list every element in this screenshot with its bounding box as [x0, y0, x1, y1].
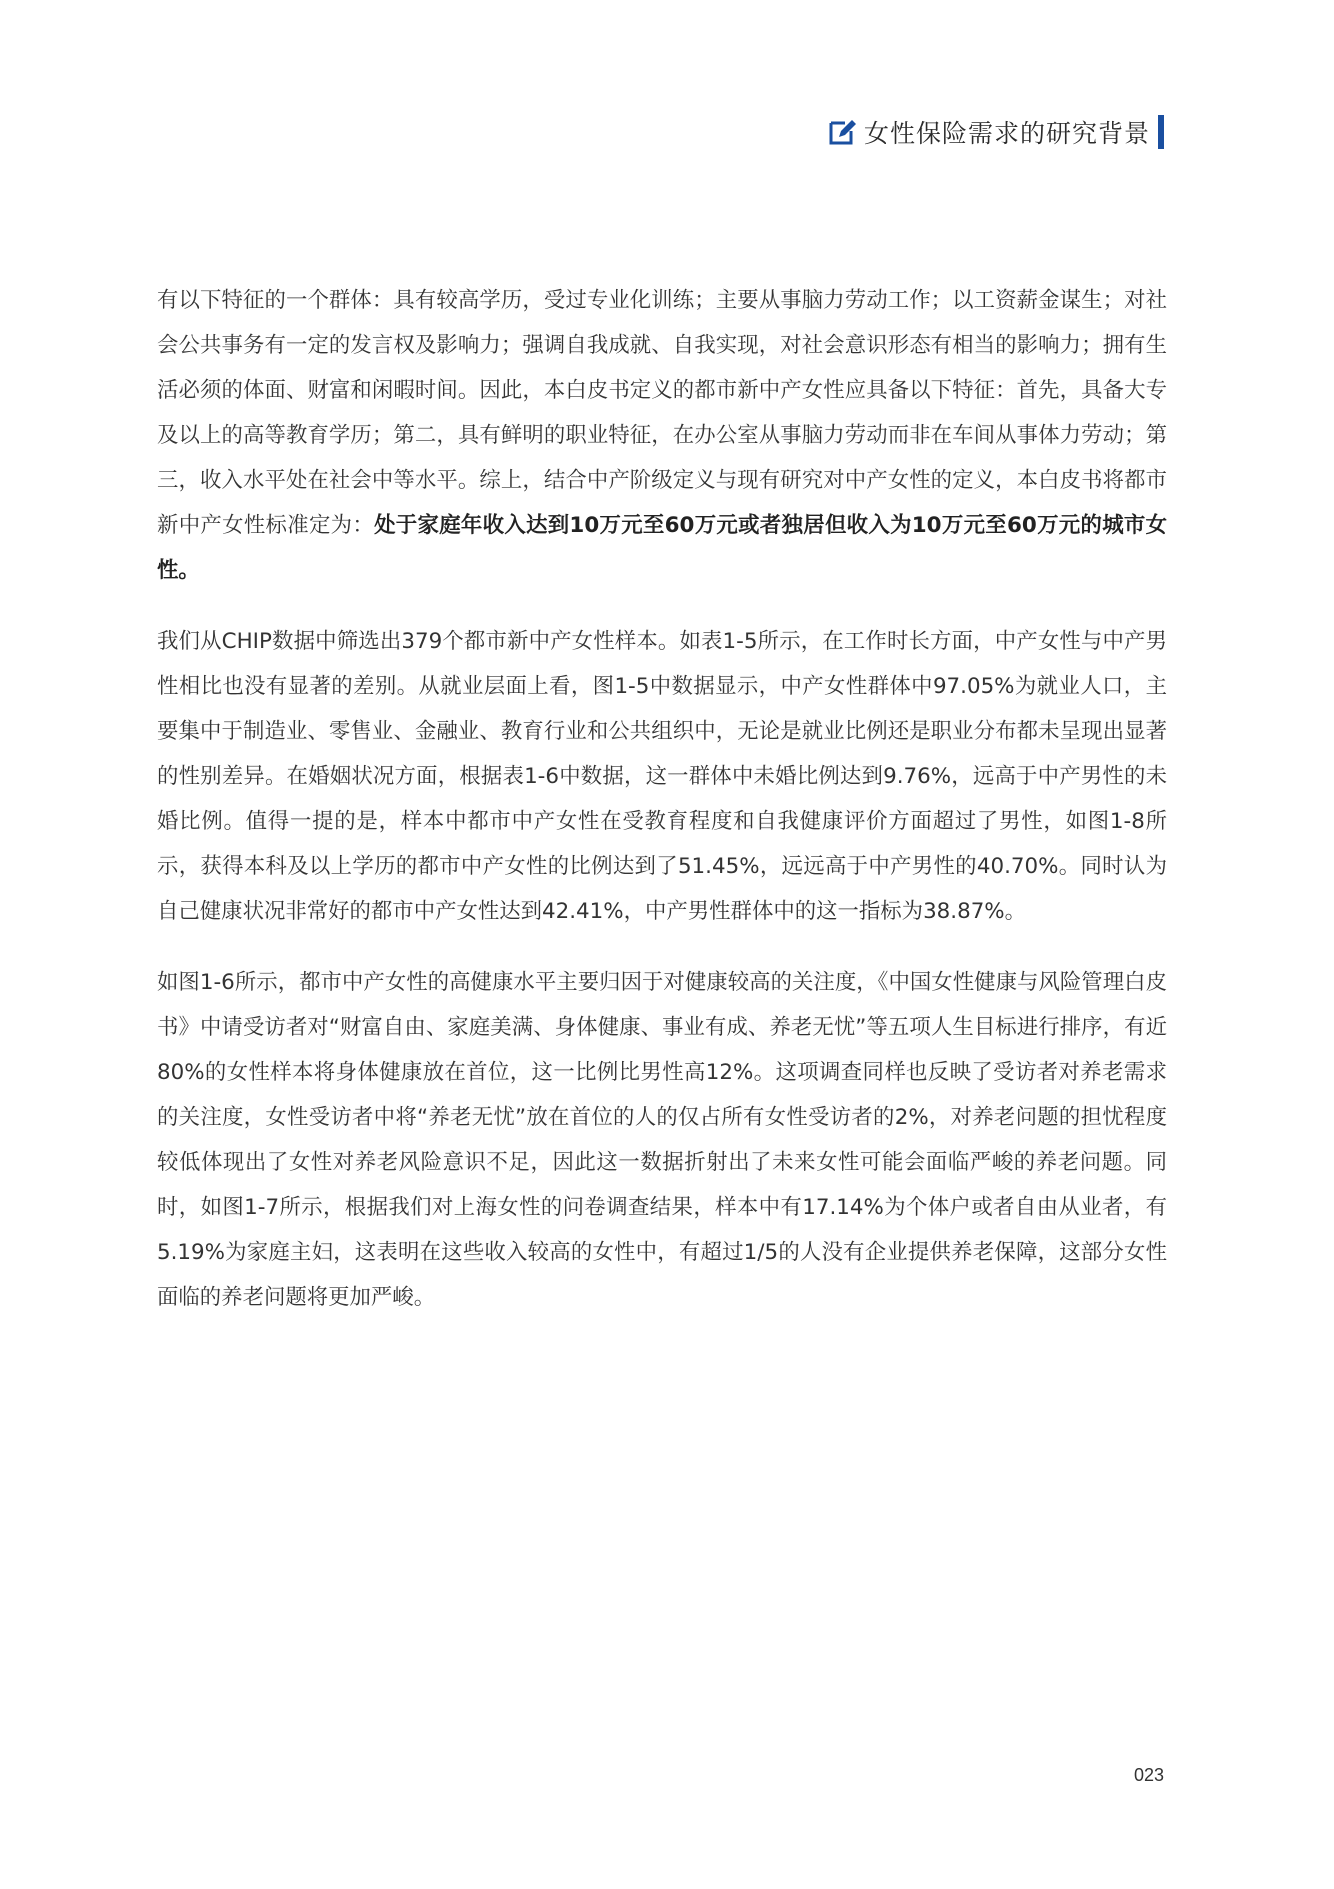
page-header	[826, 112, 1164, 152]
paragraph-3	[157, 960, 1167, 1320]
paragraph-2	[157, 619, 1167, 934]
accent-bar	[1158, 115, 1164, 149]
paragraph-1-bold-definition: 处于家庭年收入达到10万元至60万元或者独居但收入为10万元至60万元的城市女性。	[157, 513, 1167, 583]
paragraph-1-text: 有以下特征的一个群体：具有较高学历，受过专业化训练；主要从事脑力劳动工作；以工资薪金谋生；对社会公共事务有一定的发言权及影响力；强调自我成就、自我实现，对社会意识形态有相当的影响力；拥有生活必须的体面、财富和闲暇时间。因此，本白皮书定义的都市新中产女性应具备以下特征：首先，具备大专及以上的高等教育学历；第二，具有鲜明的职业特征，在办公室从事脑力劳动而非在车间从事体力劳动；第三，收入水平处在社会中等水平。综上，结合中产阶级定义与现有研究对中产女性的定义，本白皮书将都市新中产女性标准定为：	[157, 288, 1167, 538]
body-text	[157, 278, 1167, 1346]
paragraph-1	[157, 278, 1167, 593]
section-title: 女性保险需求的研究背景	[863, 119, 1150, 148]
edit-note-icon	[826, 116, 858, 148]
paragraph-3-text: 如图1-6所示，都市中产女性的高健康水平主要归因于对健康较高的关注度，《中国女性健康与风险管理白皮书》中请受访者对“财富自由、家庭美满、身体健康、事业有成、养老无忧”等五项人生目标进行排序，有近80%的女性样本将身体健康放在首位，这一比例比男性高12%。这项调查同样也反映了受访者对养老需求的关注度，女性受访者中将“养老无忧”放在首位的人的仅占所有女性受访者的2%，对养老问题的担忧程度较低体现出了女性对养老风险意识不足，因此这一数据折射出了未来女性可能会面临严峻的养老问题。同时，如图1-7所示，根据我们对上海女性的问卷调查结果，样本中有17.14%为个体户或者自由从业者，有5.19%为家庭主妇，这表明在这些收入较高的女性中，有超过1/5的人没有企业提供养老保障，这部分女性面临的养老问题将更加严峻。	[157, 970, 1167, 1310]
page-number: 023	[1133, 1765, 1164, 1785]
paragraph-2-text: 我们从CHIP数据中筛选出379个都市新中产女性样本。如表1-5所示，在工作时长方面，中产女性与中产男性相比也没有显著的差别。从就业层面上看，图1-5中数据显示，中产女性群体中97.05%为就业人口，主要集中于制造业、零售业、金融业、教育行业和公共组织中，无论是就业比例还是职业分布都未呈现出显著的性别差异。在婚姻状况方面，根据表1-6中数据，这一群体中未婚比例达到9.76%，远高于中产男性的未婚比例。值得一提的是，样本中都市中产女性在受教育程度和自我健康评价方面超过了男性，如图1-8所示，获得本科及以上学历的都市中产女性的比例达到了51.45%，远远高于中产男性的40.70%。同时认为自己健康状况非常好的都市中产女性达到42.41%，中产男性群体中的这一指标为38.87%。	[157, 629, 1167, 924]
